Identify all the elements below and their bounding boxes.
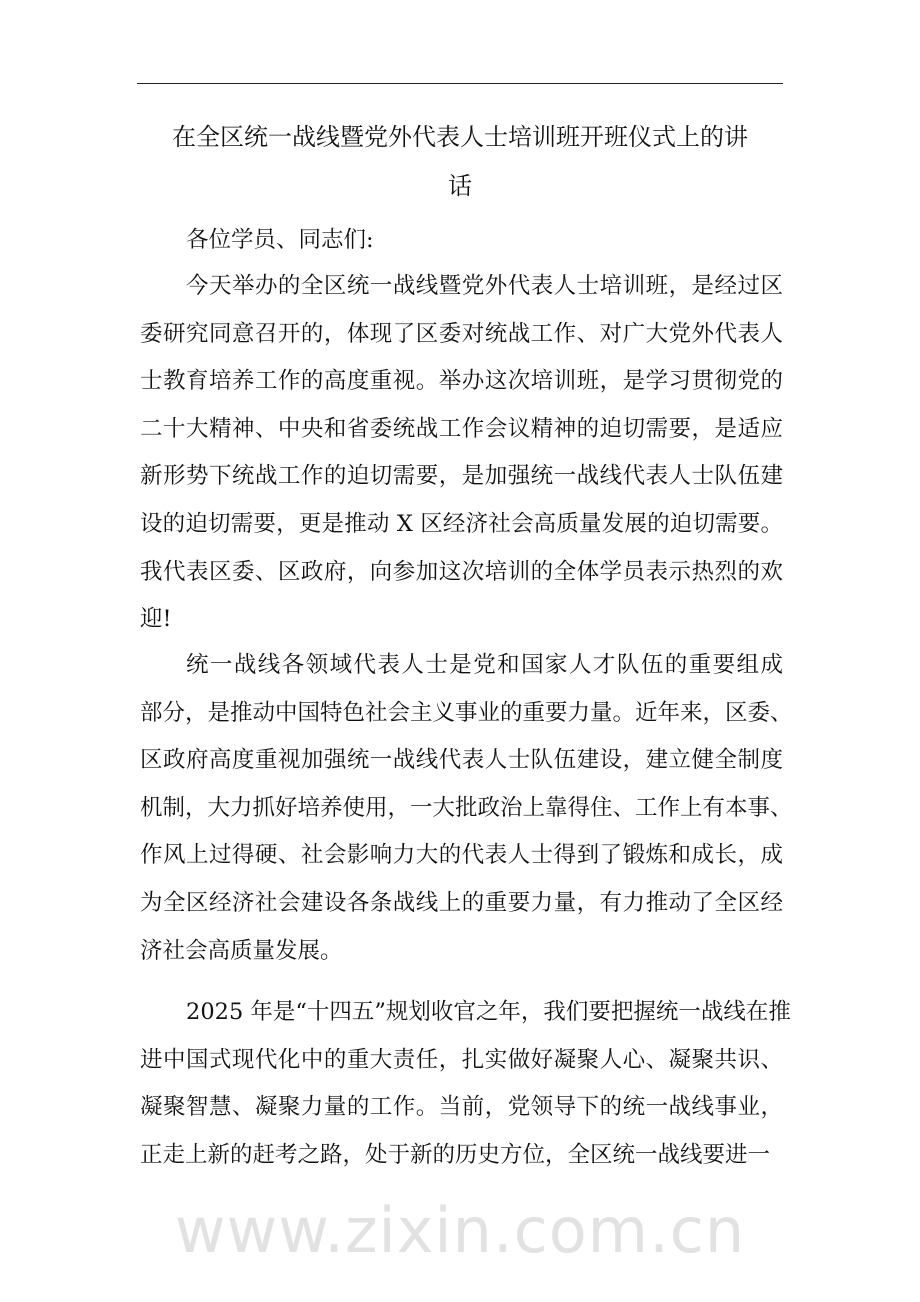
paragraph-1-line: 设的迫切需要，更是推动 X 区经济社会高质量发展的迫切需要。 [140, 511, 783, 537]
paragraph-2-line: 区政府高度重视加强统一战线代表人士队伍建设，建立健全制度 [140, 747, 783, 774]
paragraph-2-line: 部分，是推动中国特色社会主义事业的重要力量。近年来，区委、 [140, 699, 793, 726]
watermark: www.zixin.com.cn [174, 1194, 746, 1267]
paragraph-1-line: 二十大精神、中央和省委统战工作会议精神的迫切需要，是适应 [140, 415, 783, 442]
document-title-line-1: 在全区统一战线暨党外代表人士培训班开班仪式上的讲 [172, 123, 748, 151]
salutation: 各位学员、同志们: [186, 227, 374, 253]
paragraph-2-line: 机制，大力抓好培养使用，一大批政治上靠得住、工作上有本事、 [140, 794, 793, 821]
paragraph-1-line: 我代表区委、区政府，向参加这次培训的全体学员表示热烈的欢 [140, 558, 783, 585]
paragraph-3-line: 2025 年是“十四五”规划收官之年，我们要把握统一战线在推 [186, 999, 791, 1025]
header-rule [137, 83, 783, 84]
paragraph-1-line: 今天举办的全区统一战线暨党外代表人士培训班，是经过区 [186, 273, 783, 299]
paragraph-1-line: 新形势下统战工作的迫切需要，是加强统一战线代表人士队伍建 [140, 463, 783, 490]
paragraph-1-line: 委研究同意召开的，体现了区委对统战工作、对广大党外代表人 [140, 320, 783, 347]
paragraph-1-line: 迎! [140, 606, 172, 633]
paragraph-3-line: 进中国式现代化中的重大责任，扎实做好凝聚人心、凝聚共识、 [140, 1046, 783, 1073]
paragraph-3-line: 正走上新的赶考之路，处于新的历史方位，全区统一战线要进一 [140, 1141, 771, 1168]
paragraph-2-line: 为全区经济社会建设各条战线上的重要力量，有力推动了全区经 [140, 890, 783, 916]
paragraph-3-line: 凝聚智慧、凝聚力量的工作。当前，党领导下的统一战线事业， [140, 1094, 783, 1121]
paragraph-2-line: 济社会高质量发展。 [140, 937, 343, 964]
paragraph-1-line: 士教育培养工作的高度重视。举办这次培训班，是学习贯彻党的 [140, 368, 783, 395]
paragraph-2-line: 作风上过得硬、社会影响力大的代表人士得到了锻炼和成长，成 [140, 842, 783, 869]
paragraph-2-line: 统一战线各领域代表人士是党和国家人才队伍的重要组成 [186, 652, 783, 678]
document-title-line-2: 话 [448, 172, 472, 200]
